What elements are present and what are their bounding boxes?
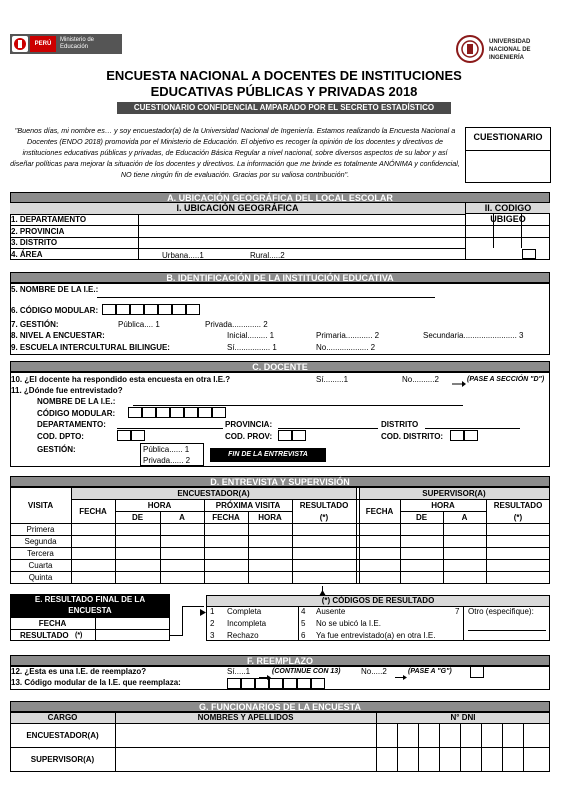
q10-pase: (PASE A SECCIÓN "D"): [467, 376, 545, 383]
code-5-num: 5: [301, 619, 306, 628]
row-departamento: 1. DEPARTAMENTO: [11, 215, 87, 224]
c-gestion-label: GESTIÓN:: [37, 445, 76, 454]
q12-pase: (PASE A "G"): [408, 668, 452, 675]
section-e-title-line2: ENCUESTA: [68, 606, 112, 615]
intro-text: "Buenos días, mi nombre es… y soy encuestador(a) de la Universidad Nacional de Ingeniería. Estamos realizando la Encuesta Nacional a Docentes (ENDO 2018) promovida por el Ministerio de Educación. El objetivo es recoger la opinión de los docentes y directivos de instituciones educativas públicas y privadas, de Educación Básica Regular a nivel nacional, sobre diversos aspectos de su labor y así diseñar políticas para mejorar la situación de los docentes y directivos. La información que me brinde es totalmente ANÓNIMA y confidencial, NO tiene ningún fin de evaluación. Gracias por su valiosa contribución".: [10, 126, 460, 179]
d-a-header: A: [179, 513, 185, 522]
peru-text: PERÚ: [30, 36, 56, 52]
q11-label: 11. ¿Dónde fue entrevistado?: [11, 386, 123, 395]
code-2-num: 2: [210, 619, 215, 628]
section-a-col1: I. UBICACIÓN GEOGRÁFICA: [10, 203, 465, 215]
section-a-col2: II. CODIGO UBIGEO: [465, 203, 550, 214]
code-2-text: Incompleta: [227, 619, 267, 628]
e-fecha-field[interactable]: [96, 618, 169, 629]
minedu-logo: [10, 34, 122, 54]
section-a-title: A. UBICACIÓN GEOGRÁFICA DEL LOCAL ESCOLAR: [10, 192, 550, 203]
d-encuestador-header: ENCUESTADOR(A): [177, 489, 250, 498]
d-supervisor-header: SUPERVISOR(A): [422, 489, 486, 498]
q5-line[interactable]: [97, 297, 435, 298]
d-visita-header: VISITA: [27, 501, 54, 510]
d-visit-row: Tercera: [27, 549, 54, 558]
q9-no[interactable]: No................... 2: [316, 343, 376, 352]
c-prov-line[interactable]: [278, 428, 378, 429]
d-resultado-ast: (*): [319, 513, 329, 522]
code-7-text: Otro (especifique):: [468, 607, 534, 616]
q10-label: 10. ¿El docente ha respondido esta encuesta en otra I.E.?: [11, 375, 231, 384]
q12-label: 12. ¿Esta es una I.E. de reemplazo?: [11, 667, 147, 676]
area-rural[interactable]: Rural.....2: [250, 251, 285, 260]
d-prox-fecha-header: FECHA: [212, 513, 240, 522]
q6-label: 6. CÓDIGO MODULAR:: [11, 306, 99, 315]
cuestionario-label: CUESTIONARIO: [473, 132, 543, 142]
uni-logo-text: UNIVERSIDAD NACIONAL DE INGENIERÍA: [489, 39, 531, 61]
c-dist-label: DISTRITO: [381, 420, 419, 429]
q9-label: 9. ESCUELA INTERCULTURAL BILINGUE:: [11, 343, 170, 352]
d-hora-header: HORA: [147, 501, 172, 510]
c-gestion-options: [140, 443, 204, 466]
code-6-text: Ya fue entrevistado(a) en otra I.E.: [316, 631, 436, 640]
q7-privada[interactable]: Privada............. 2: [205, 320, 268, 329]
d-visit-row: Quinta: [28, 573, 53, 582]
c-codprov-box2[interactable]: [292, 430, 306, 441]
title-line1: ENCUESTA NACIONAL A DOCENTES DE INSTITUCIONES: [106, 68, 462, 83]
g-dni-header: N° DNI: [450, 713, 476, 722]
section-c-title: C. DOCENTE: [10, 361, 550, 372]
arrow-right-icon: [395, 668, 407, 675]
subtitle: CUESTIONARIO CONFIDENCIAL AMPARADO POR EL SECRETO ESTADÍSTICO: [117, 102, 451, 114]
row-distrito: 3. DISTRITO: [11, 238, 58, 247]
d-resultado-header: RESULTADO: [299, 501, 349, 510]
area-urbana[interactable]: Urbana.....1: [162, 251, 204, 260]
code-3-num: 3: [210, 631, 215, 640]
q9-si[interactable]: Sí................ 1: [227, 343, 277, 352]
d-visit-row: Segunda: [24, 537, 57, 546]
q13-label: 13. Código modular de la I.E. que reemplaza:: [11, 678, 181, 687]
code-5-text: No se ubicó la I.E.: [316, 619, 381, 628]
code-7-specify-line[interactable]: [468, 630, 546, 631]
q10-si[interactable]: Sí.........1: [316, 375, 349, 384]
code-7-num: 7: [455, 607, 460, 616]
c-dep-label: DEPARTAMENTO:: [37, 420, 106, 429]
d-visit-row: Primera: [26, 525, 55, 534]
c-gestion-publica[interactable]: Pública...... 1: [143, 445, 190, 454]
c-coddpto-box2[interactable]: [131, 430, 145, 441]
cuestionario-number-field[interactable]: [468, 154, 548, 178]
result-codes-title: (*) CÓDIGOS DE RESULTADO: [207, 596, 549, 607]
d-prox-hora-header: HORA: [258, 513, 282, 522]
q12-answer-box[interactable]: [470, 666, 484, 678]
g-nombres-header: NOMBRES Y APELLIDOS: [197, 713, 294, 722]
d-fecha-header: FECHA: [79, 507, 107, 516]
g-row-encuestador: ENCUESTADOR(A): [26, 731, 99, 740]
arrow-up-icon: [319, 583, 326, 589]
d-sup-resultado-ast: (*): [513, 513, 523, 522]
arrow-right-icon: [259, 668, 271, 675]
row-provincia: 2. PROVINCIA: [11, 227, 65, 236]
arrow-right-icon: [452, 375, 466, 383]
q8-label: 8. NIVEL A ENCUESTAR:: [11, 331, 105, 340]
code-1-num: 1: [210, 607, 215, 616]
code-6-num: 6: [301, 631, 306, 640]
q12-continue: (CONTINÚE CON 13): [272, 668, 341, 675]
c-dep-line[interactable]: [117, 428, 223, 429]
code-1-text: Completa: [227, 607, 262, 616]
g-row-supervisor: SUPERVISOR(A): [30, 755, 95, 764]
g-cargo-header: CARGO: [47, 713, 78, 722]
peru-shield-icon: [12, 36, 28, 52]
d-sup-a-header: A: [461, 513, 468, 522]
q12-si[interactable]: Sí.....1: [227, 667, 251, 676]
row-area: 4. ÁREA: [11, 250, 43, 259]
q10-no[interactable]: No..........2: [402, 375, 439, 384]
q7-publica[interactable]: Pública.... 1: [118, 320, 160, 329]
q5-label: 5. NOMBRE DE LA I.E.:: [11, 285, 99, 294]
c-gestion-privada[interactable]: Privada...... 2: [143, 456, 191, 465]
c-coddpto-label: COD. DPTO:: [37, 432, 84, 441]
area-code-box[interactable]: [522, 249, 536, 259]
e-resultado-field[interactable]: [96, 630, 169, 640]
section-e-title: [10, 594, 170, 617]
q8-inicial[interactable]: Inicial......... 1: [227, 331, 275, 340]
e-resultado-label: RESULTADO: [20, 631, 69, 640]
c-coddist-label: COD. DISTRITO:: [381, 432, 444, 441]
c-dist-line[interactable]: [425, 428, 520, 429]
c-coddist-box2[interactable]: [464, 430, 478, 441]
c-codmod-label: CÓDIGO MODULAR:: [37, 409, 116, 418]
cuestionario-box: [465, 127, 551, 183]
section-e-title-line1: E. RESULTADO FINAL DE LA: [34, 595, 146, 604]
c-nombre-line[interactable]: [133, 405, 463, 406]
d-sup-fecha-header: FECHA: [365, 507, 394, 516]
fin-entrevista-badge: FIN DE LA ENTREVISTA: [210, 448, 326, 462]
code-4-text: Ausente: [316, 607, 346, 616]
q12-no[interactable]: No.....2: [361, 667, 387, 676]
code-3-text: Rechazo: [227, 631, 259, 640]
d-sup-de-header: DE: [415, 513, 428, 522]
e-fecha-label: FECHA: [38, 619, 67, 628]
c-coddist-box1[interactable]: [450, 430, 464, 441]
c-prov-label: PROVINCIA:: [225, 420, 273, 429]
section-f-title: F. REEMPLAZO: [10, 655, 550, 666]
c-coddpto-box1[interactable]: [117, 430, 131, 441]
d-de-header: DE: [131, 513, 144, 522]
c-nombre-label: NOMBRE DE LA I.E.:: [37, 397, 116, 406]
d-sup-hora-header: HORA: [431, 501, 455, 510]
section-b-title: B. IDENTIFICACIÓN DE LA INSTITUCIÓN EDUCATIVA: [10, 272, 550, 283]
c-codprov-label: COD. PROV:: [225, 432, 273, 441]
q8-primaria[interactable]: Primaria............ 2: [316, 331, 380, 340]
c-codprov-box1[interactable]: [278, 430, 292, 441]
minedu-text: Ministerio de Educación: [60, 37, 95, 50]
section-d-title: D. ENTREVISTA Y SUPERVISIÓN: [10, 476, 550, 487]
d-sup-resultado-header: RESULTADO: [493, 501, 543, 510]
d-proxima-header: PRÓXIMA VISITA: [215, 501, 281, 510]
uni-seal-icon: [455, 34, 485, 64]
d-visit-row: Cuarta: [28, 561, 53, 570]
e-resultado-ast: (*): [75, 632, 83, 639]
q7-label: 7. GESTIÓN:: [11, 320, 59, 329]
code-4-num: 4: [301, 607, 306, 616]
q8-secundaria[interactable]: Secundaria........................ 3: [423, 331, 524, 340]
title-line2: EDUCATIVAS PÚBLICAS Y PRIVADAS 2018: [150, 84, 418, 99]
section-g-title: G. FUNCIONARIOS DE LA ENCUESTA: [10, 701, 550, 712]
